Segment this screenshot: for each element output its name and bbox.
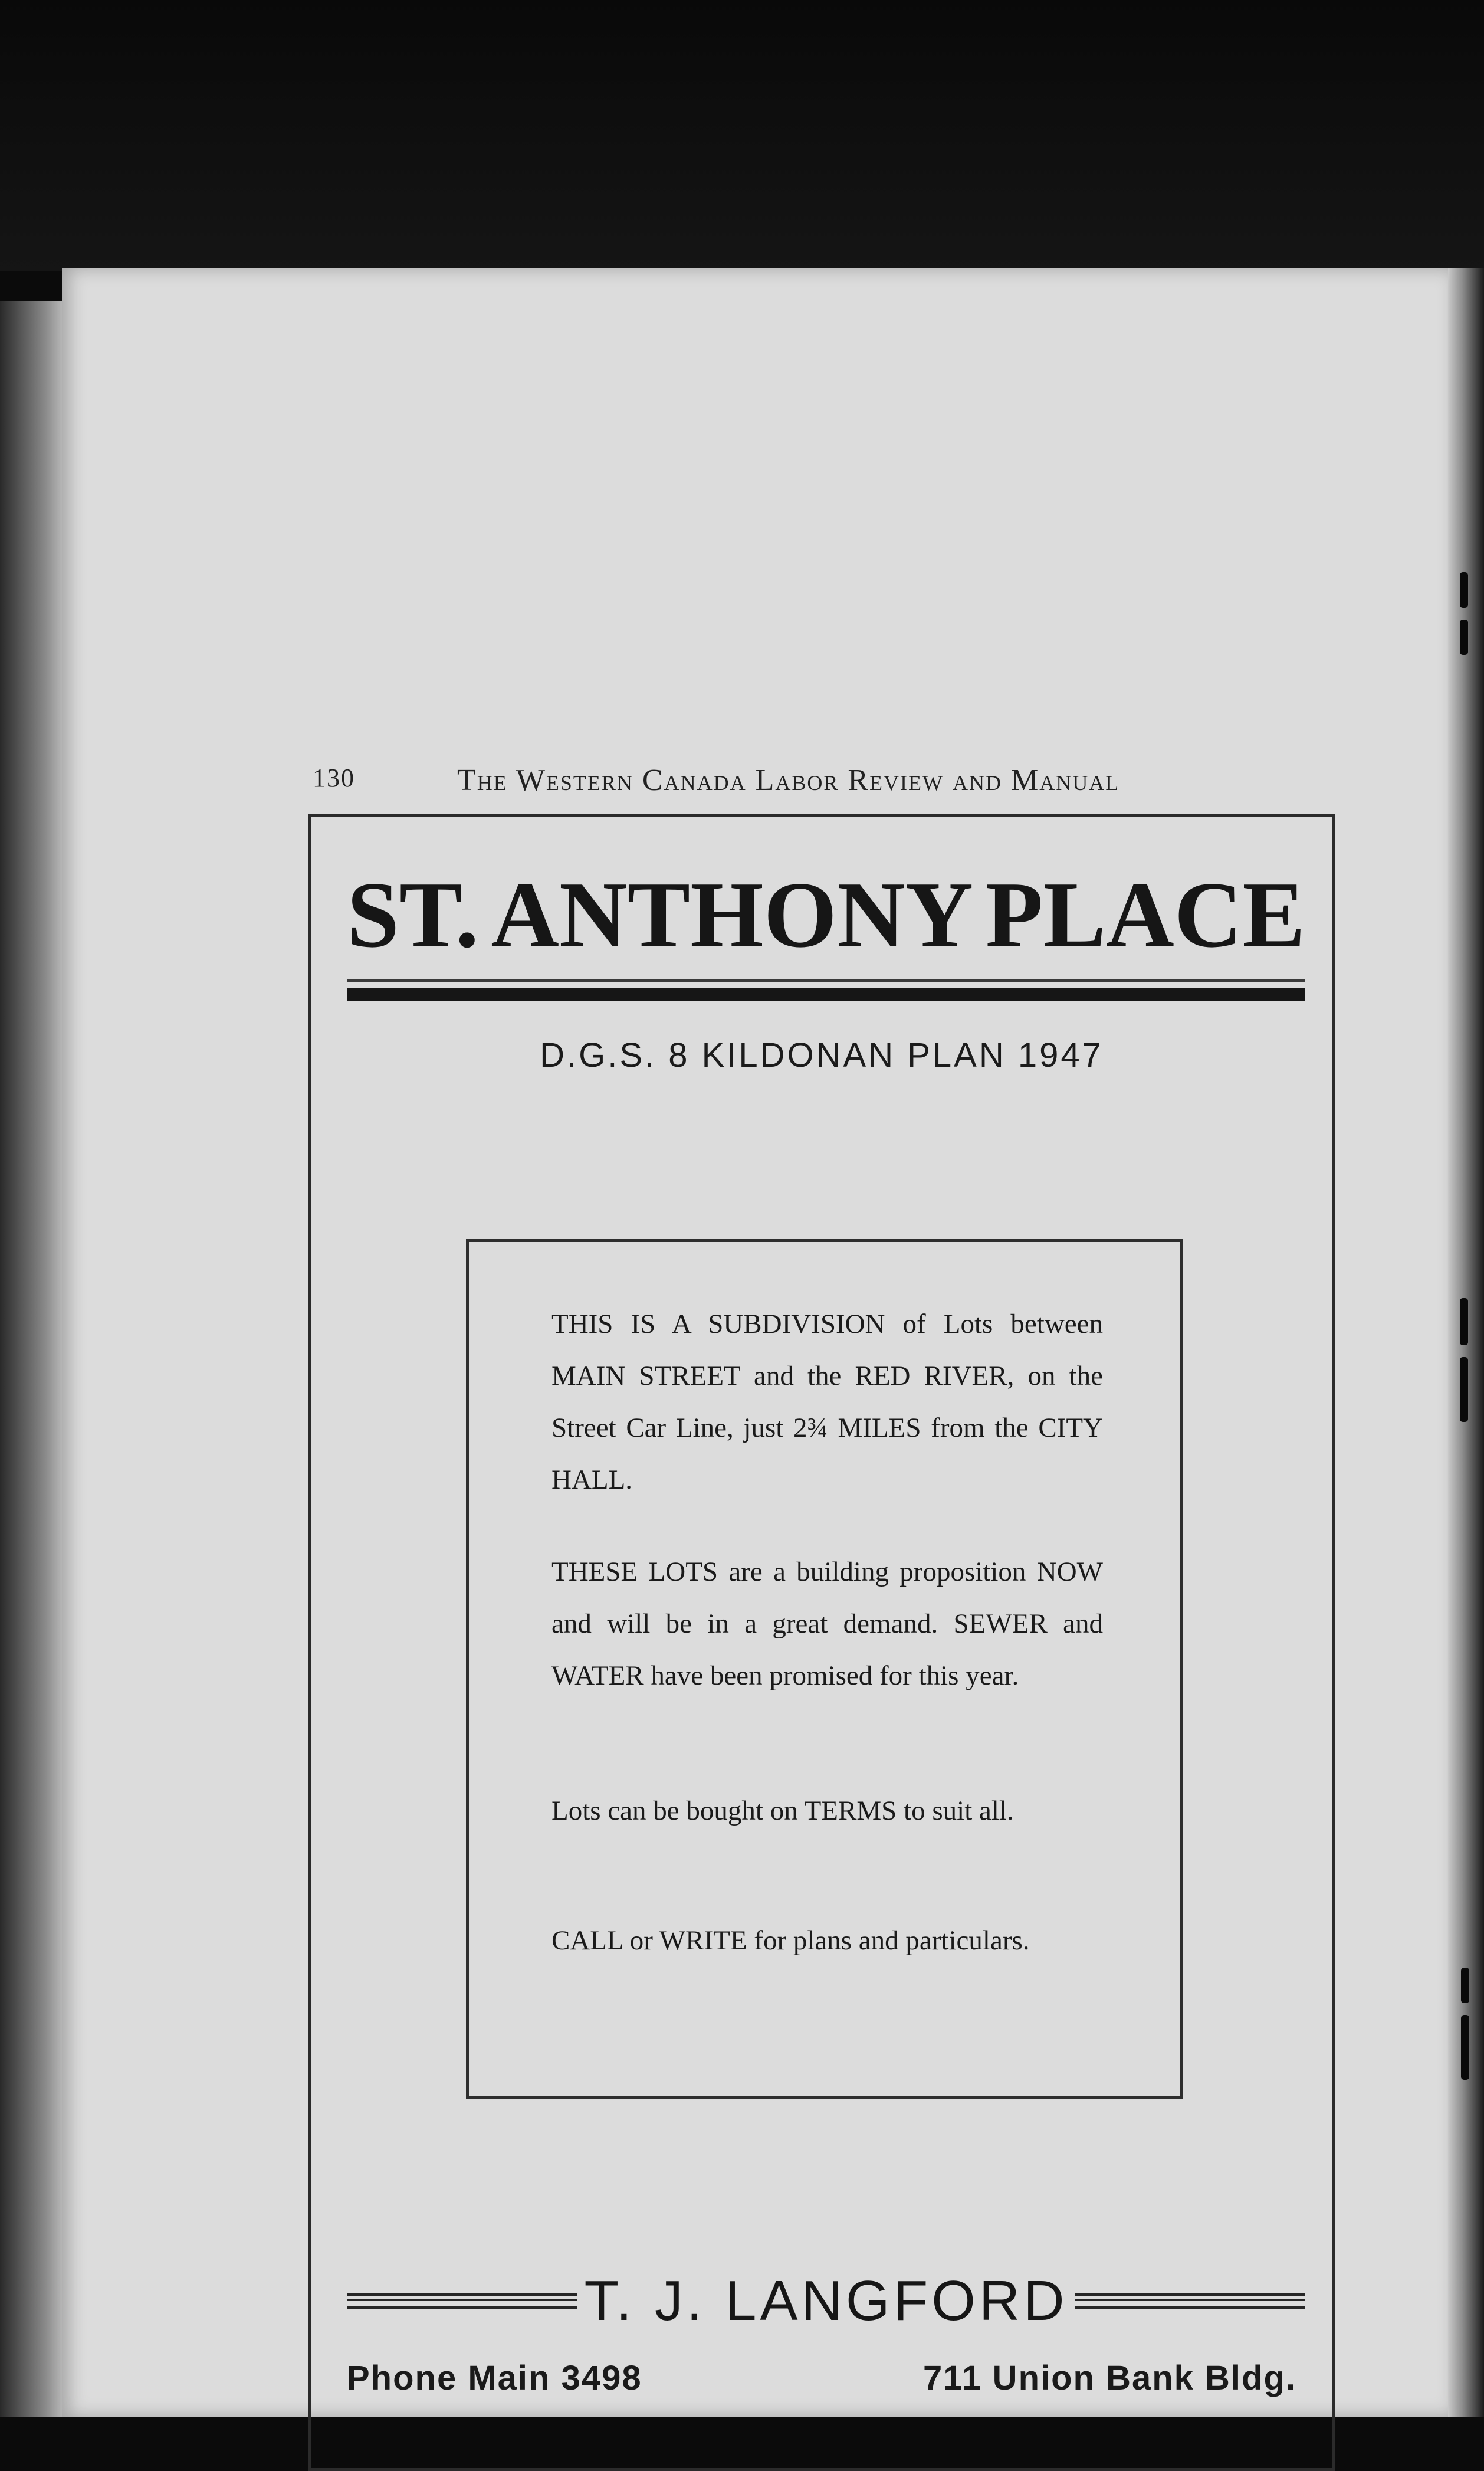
description-paragraph: THESE LOTS are a building proposition NOW and will be in a great demand. SEWER and WATER have been promised for this year. (551, 1556, 1103, 1691)
advertiser-row (347, 2269, 1305, 2334)
ad-title (347, 862, 1305, 967)
edge-mark (1460, 620, 1468, 655)
edge-mark (1460, 572, 1468, 608)
edge-mark (1460, 1357, 1468, 1422)
ad-title-word: ST. (347, 862, 479, 967)
page-fore-edge (1448, 268, 1484, 2417)
microfilm-border-top (0, 0, 1484, 271)
page-number: 130 (313, 763, 355, 792)
edge-mark (1460, 1298, 1468, 1345)
edge-mark (1461, 1968, 1469, 2003)
ornamental-rule-left (347, 2293, 577, 2309)
description-paragraph: THIS IS A SUBDIVISION of Lots between MAIN STREET and the RED RIVER, on the Street Car Line, just 2¾ MILES from the CITY HALL. (551, 1309, 1103, 1495)
advertiser-name: T. J. LANGFORD (584, 2269, 1068, 2332)
phone-number: Phone Main 3498 (347, 2359, 642, 2397)
edge-mark (1461, 2015, 1469, 2080)
journal-title: The Western Canada Labor Review and Manual (457, 763, 1120, 797)
ornamental-rule-right (1075, 2293, 1305, 2309)
description-paragraph: Lots can be bought on TERMS to suit all. (551, 1795, 1014, 1826)
title-rule-thick (347, 988, 1305, 1001)
running-header (313, 763, 1197, 798)
advertisement-frame (308, 814, 1335, 2471)
plan-designation: D.G.S. 8 KILDONAN PLAN 1947 (540, 1036, 1104, 1074)
description-box (466, 1239, 1183, 2099)
facing-page-edge (0, 301, 65, 2417)
ad-title-word: PLACE (985, 862, 1305, 967)
street-address: 711 Union Bank Bldg. (923, 2359, 1296, 2397)
scanned-page (62, 268, 1448, 2417)
description-paragraph: CALL or WRITE for plans and particulars. (551, 1925, 1030, 1956)
ad-title-word: ANTHONY (491, 862, 974, 967)
title-rule-thin (347, 979, 1305, 982)
